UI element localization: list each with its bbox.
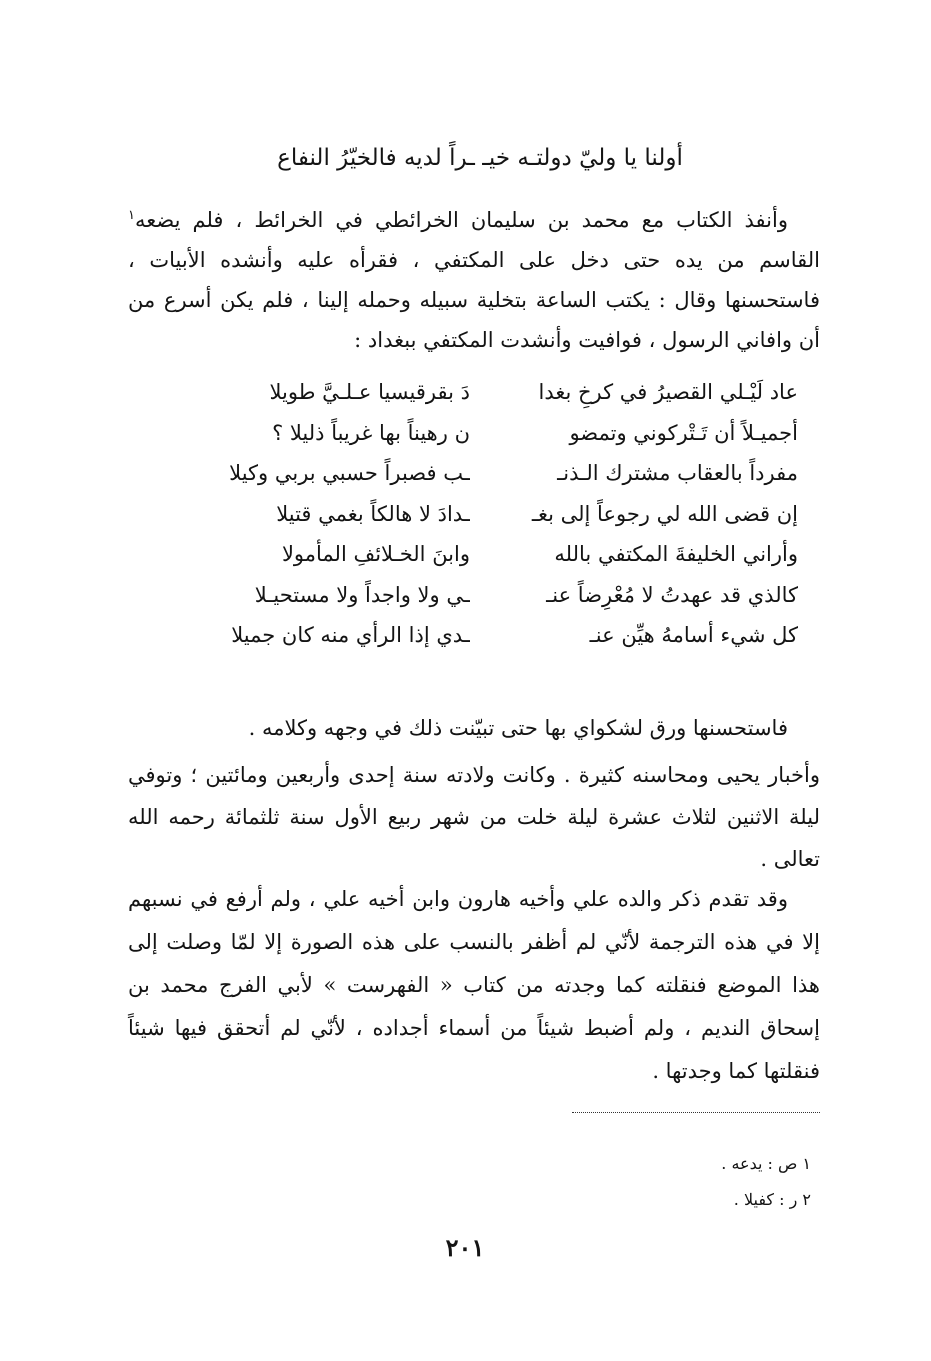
verse-second-hemistich: ـي ولا واجداً ولا مستحيـلا bbox=[254, 582, 470, 607]
paragraph-letter bbox=[128, 200, 820, 360]
verse-first-hemistich: وأراني الخليفةَ المكتفي بالله bbox=[554, 542, 798, 566]
verse-second-hemistich: ن رهيناً بها غريباً ذليلا ؟ bbox=[272, 420, 470, 445]
verse-second-hemistich: وابنَ الخـلائفِ المأمولا bbox=[281, 542, 470, 566]
verse-first-hemistich: كل شيء أسامهُ هيِّن عنـ bbox=[589, 623, 798, 647]
poem-verse bbox=[150, 494, 798, 535]
verse-first-hemistich: مفرداً بالعقاب مشترك الـذنـ bbox=[557, 461, 798, 485]
paragraph-lineage-text: وقد تقدم ذكر والده علي وأخيه هارون وابن أخيه علي ، ولم أرفع في نسبهم إلا في هذه الترجمة لأنّي لم أظفر بالنسب على هذه الصورة إلا لمّا وصلت إلى هذا الموضع فنقلته كما وجدته من كتاب « الفهرست » لأبي الفرج محمد بن إسحاق النديم ، ولم أضبط شيئاً من أسماء أجداده ، لأنّي لم أتحقق فيها شيئاً فنقلتها كما وجدتها . bbox=[128, 887, 820, 1083]
poem-verse bbox=[150, 575, 798, 616]
paragraph-letter-cont: القاسم من يده حتى دخل على المكتفي ، فقرأه عليه وأنشده الأبيات ، فاستحسنها وقال : يكتب الساعة بتخلية سبيله وحمله إلينا ، فلم يكن أسرع من أن وافاني الرسول ، فوافيت وأنشدت المكتفي ببغداد : bbox=[128, 248, 820, 352]
verse-second-hemistich: دَ بقرقيسيا عـلـيَّ طويلا bbox=[269, 380, 470, 404]
verse-second-hemistich: ـدادَ لا هالكاً بغمي قتيلا bbox=[276, 501, 470, 526]
poem-verse bbox=[150, 413, 798, 454]
footnotes bbox=[411, 1146, 811, 1218]
poem-verse bbox=[150, 372, 798, 413]
footnote-divider bbox=[572, 1112, 820, 1113]
paragraph-biography-text: وأخبار يحيى ومحاسنه كثيرة . وكانت ولادته سنة إحدى وأربعين ومائتين ؛ وتوفي ليلة الاثنين لثلاث عشرة ليلة خلت من شهر ربيع الأول سنة ثلثمائة رحمه الله تعالى . bbox=[128, 763, 820, 871]
verse-second-hemistich: ـدي إذا الرأي منه كان جميلا bbox=[231, 623, 470, 647]
verse-first-hemistich: إن قضى الله لي رجوعاً إلى بغـ bbox=[531, 501, 798, 526]
page-number: ٢٠١ bbox=[445, 1233, 485, 1262]
paragraph-approval-text: فاستحسنها ورق لشكواي بها حتى تبيّنت ذلك في وجهه وكلامه . bbox=[248, 716, 788, 740]
verse-first-hemistich: عاد لَيْـلي القصيرُ في كرخِ بغدا bbox=[538, 380, 798, 404]
paragraph-letter-line1: وأنفذ الكتاب مع محمد بن سليمان الخرائطي في الخرائط ، فلم يضعه bbox=[134, 208, 788, 232]
verse-first-hemistich: أجميـلاً أن تَـتْركوني وتمضو bbox=[569, 420, 798, 445]
poem-verse bbox=[150, 534, 798, 575]
paragraph-lineage bbox=[128, 878, 820, 1093]
poem bbox=[150, 372, 798, 656]
opening-verse: أولنا يا وليّ دولتـه خيـ ـراً لديه فالخيّرُ النفاع bbox=[277, 145, 683, 171]
verse-second-hemistich: ـب فصبراً حسبي بربي وكيلا bbox=[229, 461, 470, 485]
footnote-marker-1[interactable]: ١ bbox=[128, 208, 135, 223]
footnote-item: ١ ص : يدعه . bbox=[721, 1154, 811, 1173]
paragraph-approval bbox=[128, 706, 820, 750]
verse-first-hemistich: كالذي قد عهدتُ لا مُعْرِضاً عنـ bbox=[546, 582, 798, 607]
poem-verse bbox=[150, 615, 798, 656]
paragraph-biography bbox=[128, 754, 820, 880]
poem-verse bbox=[150, 453, 798, 494]
footnote-item: ٢ ر : كفيلا . bbox=[733, 1190, 811, 1209]
